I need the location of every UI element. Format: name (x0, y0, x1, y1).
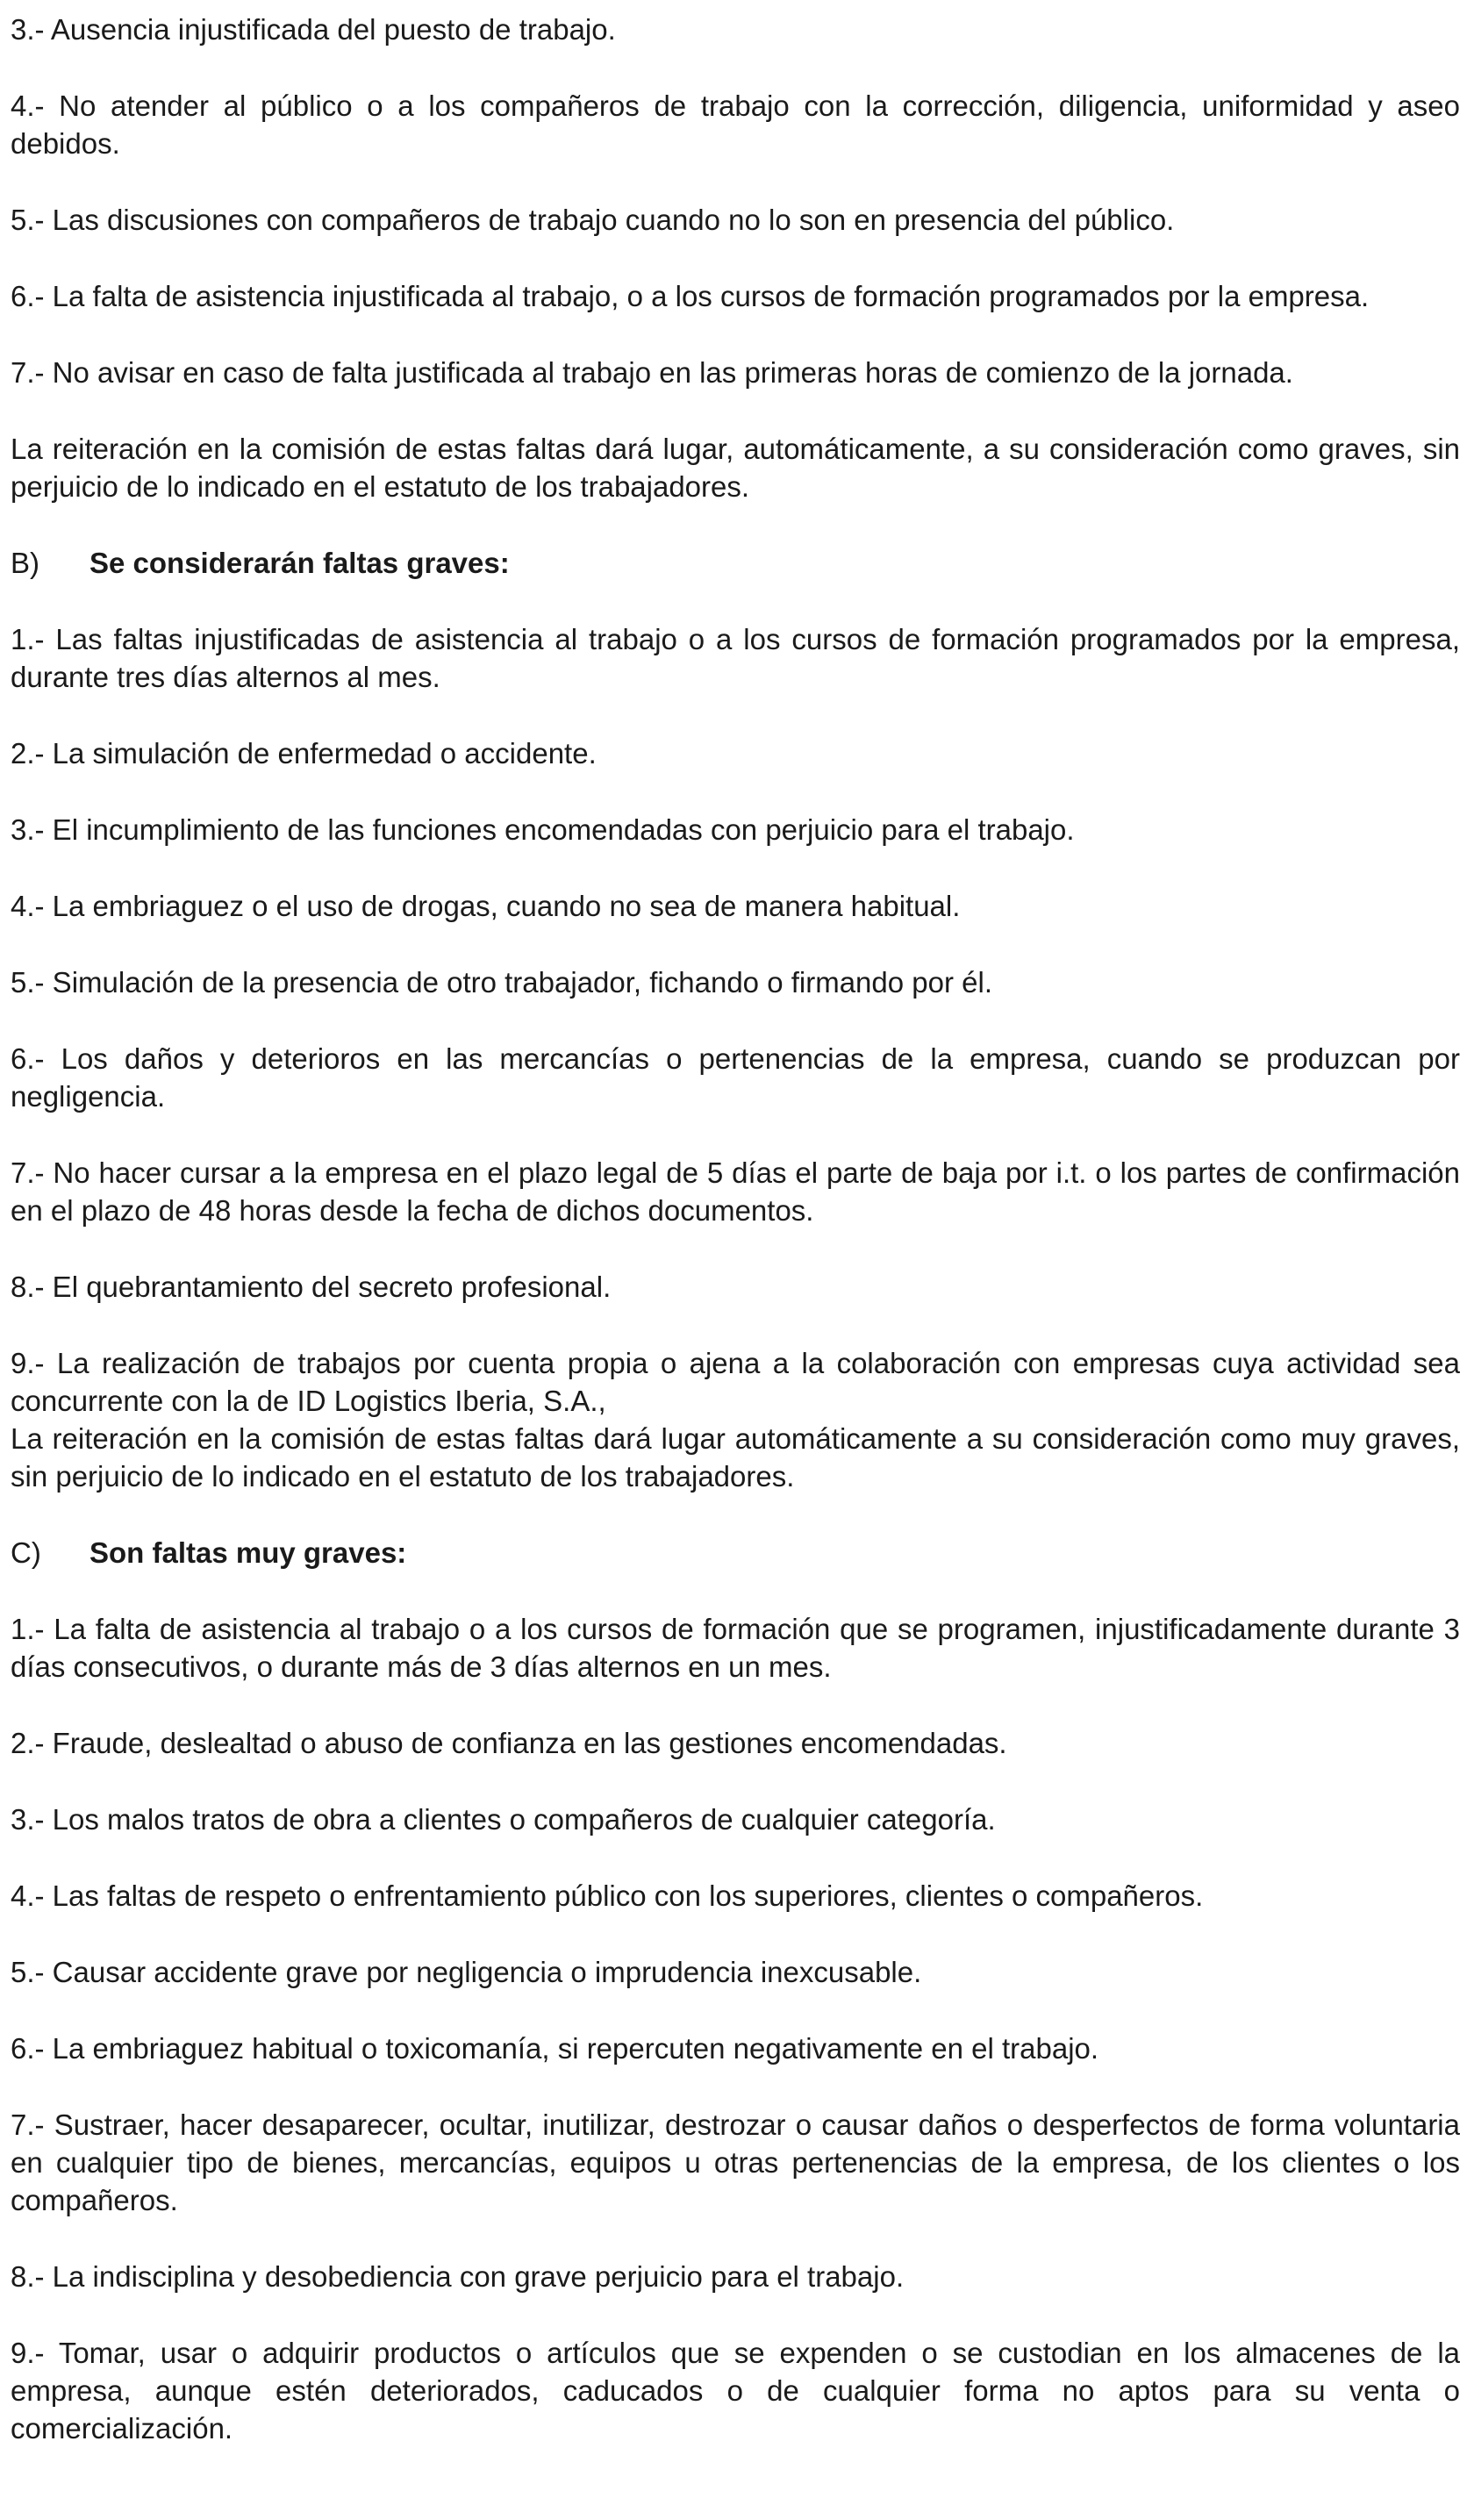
section-a-item-3: 3.- Ausencia injustificada del puesto de trabajo. (11, 13, 616, 46)
section-b-item-2: 2.- La simulación de enfermedad o accidente. (11, 737, 597, 770)
section-b-item-8: 8.- El quebrantamiento del secreto profesional. (11, 1271, 612, 1303)
section-b-title: Se considerarán faltas graves: (89, 547, 510, 579)
section-b-item-6: 6.- Los daños y deterioros en las mercancías o pertenencias de la empresa, cuando se produzcan por negligencia. (11, 1042, 1460, 1113)
section-c-item-1: 1.- La falta de asistencia al trabajo o a los cursos de formación que se programen, injustificadamente durante 3 días consecutivos, o durante más de 3 días alternos en un mes. (11, 1613, 1460, 1683)
document-page (11, 11, 1460, 2486)
section-c-item-9: 9.- Tomar, usar o adquirir productos o artículos que se expenden o se custodian en los almacenes de la empresa, aunque estén deteriorados, caducados o de cualquier forma no aptos para su venta o comercialización. (11, 2337, 1460, 2445)
section-c-item-3: 3.- Los malos tratos de obra a clientes o compañeros de cualquier categoría. (11, 1803, 996, 1836)
section-c-letter: C) (11, 1536, 41, 1569)
section-b-item-1: 1.- Las faltas injustificadas de asistencia al trabajo o a los cursos de formación programados por la empresa, durante tres días alternos al mes. (11, 623, 1460, 693)
section-b-heading (11, 544, 1460, 582)
section-c-item-2: 2.- Fraude, deslealtad o abuso de confianza en las gestiones encomendadas. (11, 1727, 1007, 1759)
section-a-item-7: 7.- No avisar en caso de falta justificada al trabajo en las primeras horas de comienzo de la jornada. (11, 356, 1293, 389)
section-c-title: Son faltas muy graves: (89, 1536, 407, 1569)
section-c-item-7: 7.- Sustraer, hacer desaparecer, ocultar, inutilizar, destrozar o causar daños o desperfectos de forma voluntaria en cualquier tipo de bienes, mercancías, equipos u otras pertenencias de la empresa, de los clientes o los compañeros. (11, 2108, 1460, 2216)
section-a-item-6: 6.- La falta de asistencia injustificada al trabajo, o a los cursos de formación programados por la empresa. (11, 280, 1370, 312)
section-c-item-4: 4.- Las faltas de respeto o enfrentamiento público con los superiores, clientes o compañeros. (11, 1879, 1204, 1912)
section-b-item-4: 4.- La embriaguez o el uso de drogas, cuando no sea de manera habitual. (11, 890, 961, 922)
section-b-item-5: 5.- Simulación de la presencia de otro trabajador, fichando o firmando por él. (11, 966, 992, 999)
section-c-item-6: 6.- La embriaguez habitual o toxicomanía, si repercuten negativamente en el trabajo. (11, 2032, 1099, 2065)
section-b-letter: B) (11, 547, 39, 579)
section-b-closing-note: La reiteración en la comisión de estas faltas dará lugar automáticamente a su consideración como muy graves, sin perjuicio de lo indicado en el estatuto de los trabajadores. (11, 1422, 1460, 1493)
section-b-item-3: 3.- El incumplimiento de las funciones encomendadas con perjuicio para el trabajo. (11, 813, 1075, 846)
section-c-item-5: 5.- Causar accidente grave por negligencia o imprudencia inexcusable. (11, 1956, 922, 1988)
section-c-heading (11, 1534, 1460, 1571)
section-c-item-8: 8.- La indisciplina y desobediencia con grave perjuicio para el trabajo. (11, 2260, 905, 2293)
section-b-item-7: 7.- No hacer cursar a la empresa en el plazo legal de 5 días el parte de baja por i.t. o los partes de confirmación en el plazo de 48 horas desde la fecha de dichos documentos. (11, 1156, 1460, 1227)
section-a-item-5: 5.- Las discusiones con compañeros de trabajo cuando no lo son en presencia del público. (11, 204, 1175, 236)
section-a-item-4: 4.- No atender al público o a los compañeros de trabajo con la corrección, diligencia, uniformidad y aseo debidos. (11, 89, 1460, 160)
section-b-item-9: 9.- La realización de trabajos por cuenta propia o ajena a la colaboración con empresas cuya actividad sea concurrente con la de ID Logistics Iberia, S.A., (11, 1347, 1460, 1417)
section-a-closing-note: La reiteración en la comisión de estas faltas dará lugar, automáticamente, a su consideración como graves, sin perjuicio de lo indicado en el estatuto de los trabajadores. (11, 433, 1460, 503)
